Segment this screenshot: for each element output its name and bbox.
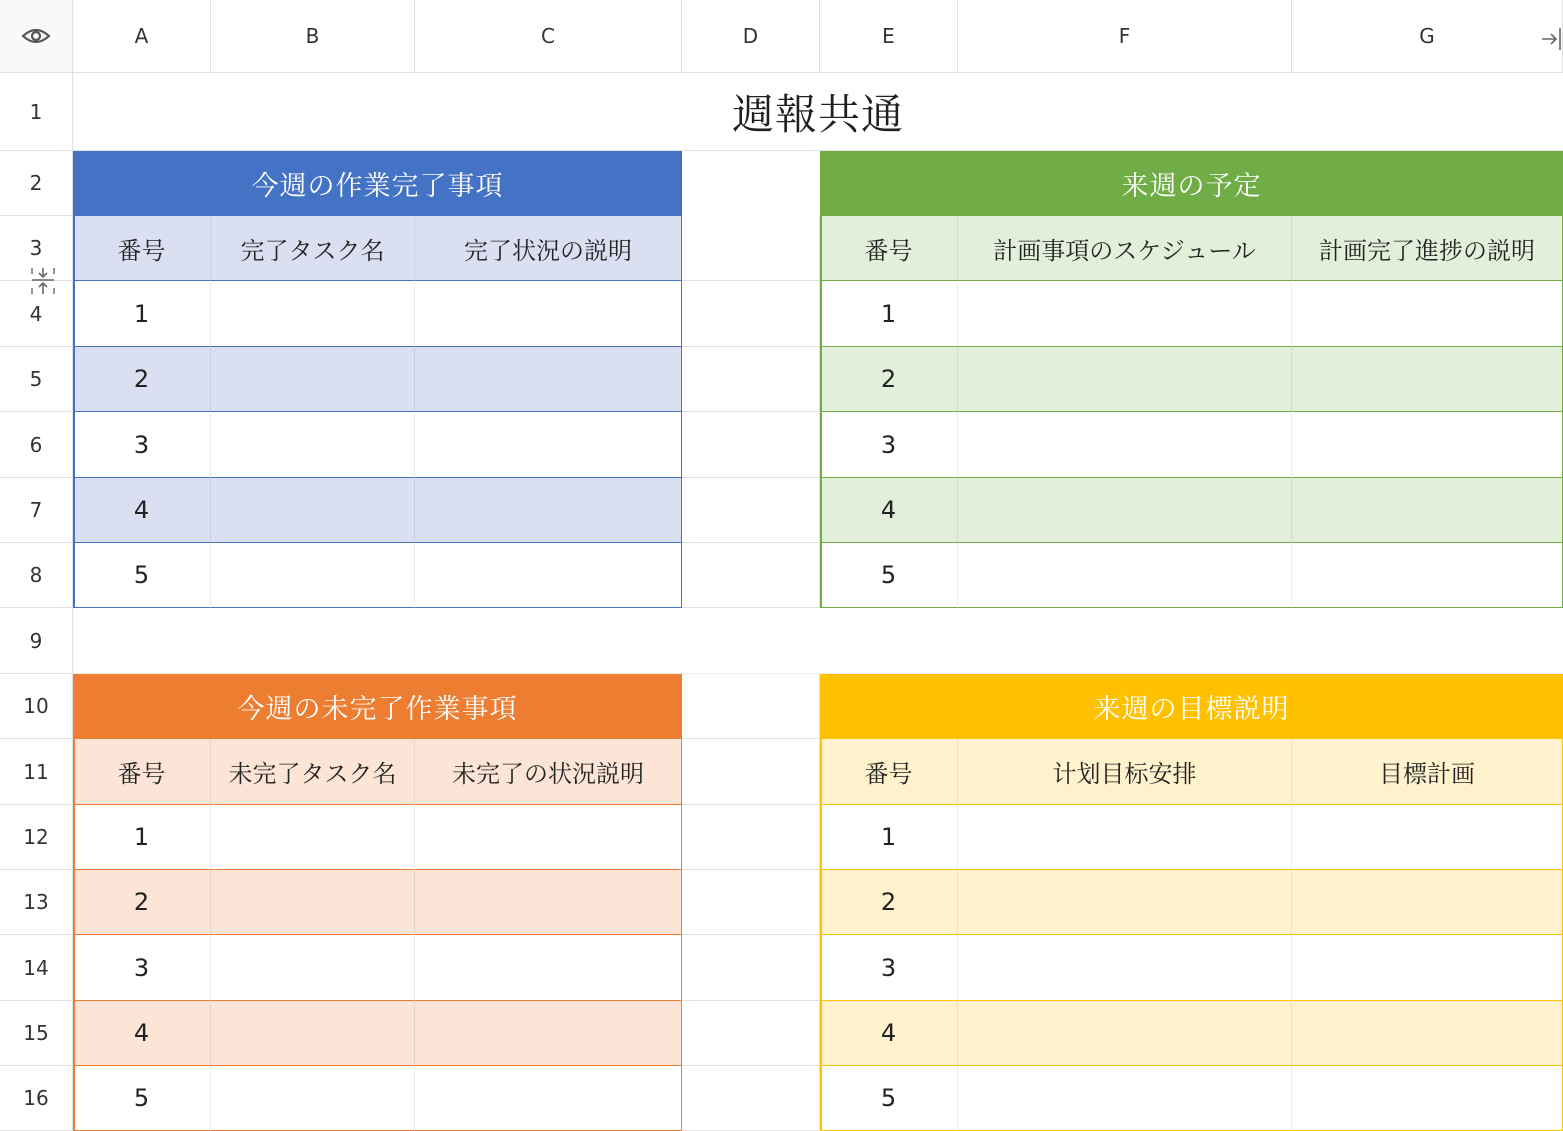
row-header-13[interactable]: 13 [0,870,73,935]
goals-row-number[interactable]: 4 [820,1001,958,1066]
undone-section-left-border [73,739,75,1131]
done-row-number[interactable]: 1 [73,281,211,347]
page-title[interactable]: 週報共通 [73,73,1563,151]
goals-data-cell[interactable] [1292,805,1563,870]
done-data-cell[interactable] [415,412,682,478]
done-column-header[interactable]: 番号 [73,216,211,281]
goals-column-header[interactable]: 番号 [820,739,958,805]
row-header-16[interactable]: 16 [0,1066,73,1131]
plan-data-cell[interactable] [958,543,1292,608]
plan-data-cell[interactable] [958,412,1292,478]
undone-data-cell[interactable] [211,870,415,935]
undone-row-number[interactable]: 2 [73,870,211,935]
grid-cell[interactable] [682,1066,820,1131]
row-header-12[interactable]: 12 [0,805,73,870]
goals-row-number[interactable]: 5 [820,1066,958,1131]
expand-panel-icon[interactable] [1540,26,1562,52]
grid-cell[interactable] [682,870,820,935]
undone-data-cell[interactable] [415,935,682,1001]
plan-column-header[interactable]: 計画完了進捗の説明 [1292,216,1563,281]
goals-data-cell[interactable] [958,805,1292,870]
undone-data-cell[interactable] [211,935,415,1001]
plan-row-number[interactable]: 1 [820,281,958,347]
done-data-cell[interactable] [211,281,415,347]
goals-column-header[interactable]: 计划目标安排 [958,739,1292,805]
undone-row-number[interactable]: 4 [73,1001,211,1066]
row-header-2[interactable]: 2 [0,151,73,216]
column-header-e[interactable]: E [820,0,958,73]
undone-section-title[interactable]: 今週の未完了作業事項 [73,674,682,739]
plan-row-number[interactable]: 4 [820,478,958,543]
row-header-4[interactable]: 4 [0,281,73,347]
plan-section-left-border [820,216,822,608]
undone-row-number[interactable]: 3 [73,935,211,1001]
grid-cell[interactable] [682,412,820,478]
goals-data-cell[interactable] [1292,1001,1563,1066]
column-header-f[interactable]: F [958,0,1292,73]
collapse-rows-icon[interactable] [28,266,58,296]
undone-data-cell[interactable] [211,805,415,870]
plan-data-cell[interactable] [1292,478,1563,543]
row-header-10[interactable]: 10 [0,674,73,739]
plan-row-number[interactable]: 3 [820,412,958,478]
grid-cell[interactable] [682,543,820,608]
undone-column-header[interactable]: 未完了タスク名 [211,739,415,805]
grid-cell[interactable] [682,1001,820,1066]
done-row-number[interactable]: 5 [73,543,211,608]
plan-data-cell[interactable] [958,347,1292,412]
undone-data-cell[interactable] [415,1066,682,1131]
done-data-cell[interactable] [211,478,415,543]
column-header-b[interactable]: B [211,0,415,73]
row-header-8[interactable]: 8 [0,543,73,608]
done-row-number[interactable]: 2 [73,347,211,412]
goals-data-cell[interactable] [1292,1066,1563,1131]
undone-data-cell[interactable] [211,1001,415,1066]
row-header-11[interactable]: 11 [0,739,73,805]
goals-data-cell[interactable] [1292,870,1563,935]
goals-row-number[interactable]: 1 [820,805,958,870]
row-header-5[interactable]: 5 [0,347,73,412]
done-column-header[interactable]: 完了タスク名 [211,216,415,281]
undone-data-cell[interactable] [415,870,682,935]
column-header-a[interactable]: A [73,0,211,73]
done-data-cell[interactable] [211,412,415,478]
undone-row-number[interactable]: 1 [73,805,211,870]
undone-column-header[interactable]: 番号 [73,739,211,805]
plan-data-cell[interactable] [958,478,1292,543]
undone-data-cell[interactable] [211,1066,415,1131]
row-header-1[interactable]: 1 [0,73,73,151]
goals-row-number[interactable]: 3 [820,935,958,1001]
plan-data-cell[interactable] [1292,347,1563,412]
grid-cell[interactable] [682,739,820,805]
row-header-15[interactable]: 15 [0,1001,73,1066]
column-header-g[interactable]: G [1292,0,1563,73]
undone-data-cell[interactable] [415,1001,682,1066]
done-row-number[interactable]: 4 [73,478,211,543]
undone-data-cell[interactable] [415,805,682,870]
plan-data-cell[interactable] [958,281,1292,347]
plan-column-header[interactable]: 計画事項のスケジュール [958,216,1292,281]
plan-row-number[interactable]: 5 [820,543,958,608]
goals-data-cell[interactable] [958,1066,1292,1131]
done-section-title[interactable]: 今週の作業完了事項 [73,151,682,216]
undone-row-number[interactable]: 5 [73,1066,211,1131]
done-data-cell[interactable] [415,281,682,347]
eye-icon[interactable] [21,26,51,46]
done-row-number[interactable]: 3 [73,412,211,478]
plan-data-cell[interactable] [1292,543,1563,608]
goals-data-cell[interactable] [1292,935,1563,1001]
grid-cell[interactable] [682,281,820,347]
plan-column-header[interactable]: 番号 [820,216,958,281]
goals-data-cell[interactable] [958,1001,1292,1066]
grid-cell[interactable] [682,478,820,543]
grid-cell[interactable] [682,674,820,739]
done-data-cell[interactable] [211,543,415,608]
row-header-6[interactable]: 6 [0,412,73,478]
done-data-cell[interactable] [211,347,415,412]
column-header-d[interactable]: D [682,0,820,73]
done-data-cell[interactable] [415,478,682,543]
goals-data-cell[interactable] [958,935,1292,1001]
row-header-9[interactable]: 9 [0,608,73,674]
grid-cell[interactable] [682,805,820,870]
goals-section-left-border [820,739,822,1131]
row-header-3[interactable]: 3 [0,216,73,281]
grid-cell[interactable] [682,935,820,1001]
grid-cell[interactable] [682,347,820,412]
done-section-left-border [73,216,75,608]
done-data-cell[interactable] [415,347,682,412]
goals-section-title[interactable]: 来週の目標説明 [820,674,1563,739]
goals-row-number[interactable]: 2 [820,870,958,935]
row-header-7[interactable]: 7 [0,478,73,543]
done-data-cell[interactable] [415,543,682,608]
grid-cell[interactable] [682,216,820,281]
column-header-c[interactable]: C [415,0,682,73]
done-column-header[interactable]: 完了状況の説明 [415,216,682,281]
undone-column-header[interactable]: 未完了の状況説明 [415,739,682,805]
row-header-14[interactable]: 14 [0,935,73,1001]
goals-data-cell[interactable] [958,870,1292,935]
plan-row-number[interactable]: 2 [820,347,958,412]
row-9-blank[interactable] [73,608,1563,674]
plan-data-cell[interactable] [1292,412,1563,478]
select-all-corner[interactable] [0,0,73,73]
plan-section-title[interactable]: 来週の予定 [820,151,1563,216]
plan-data-cell[interactable] [1292,281,1563,347]
goals-column-header[interactable]: 目標計画 [1292,739,1563,805]
